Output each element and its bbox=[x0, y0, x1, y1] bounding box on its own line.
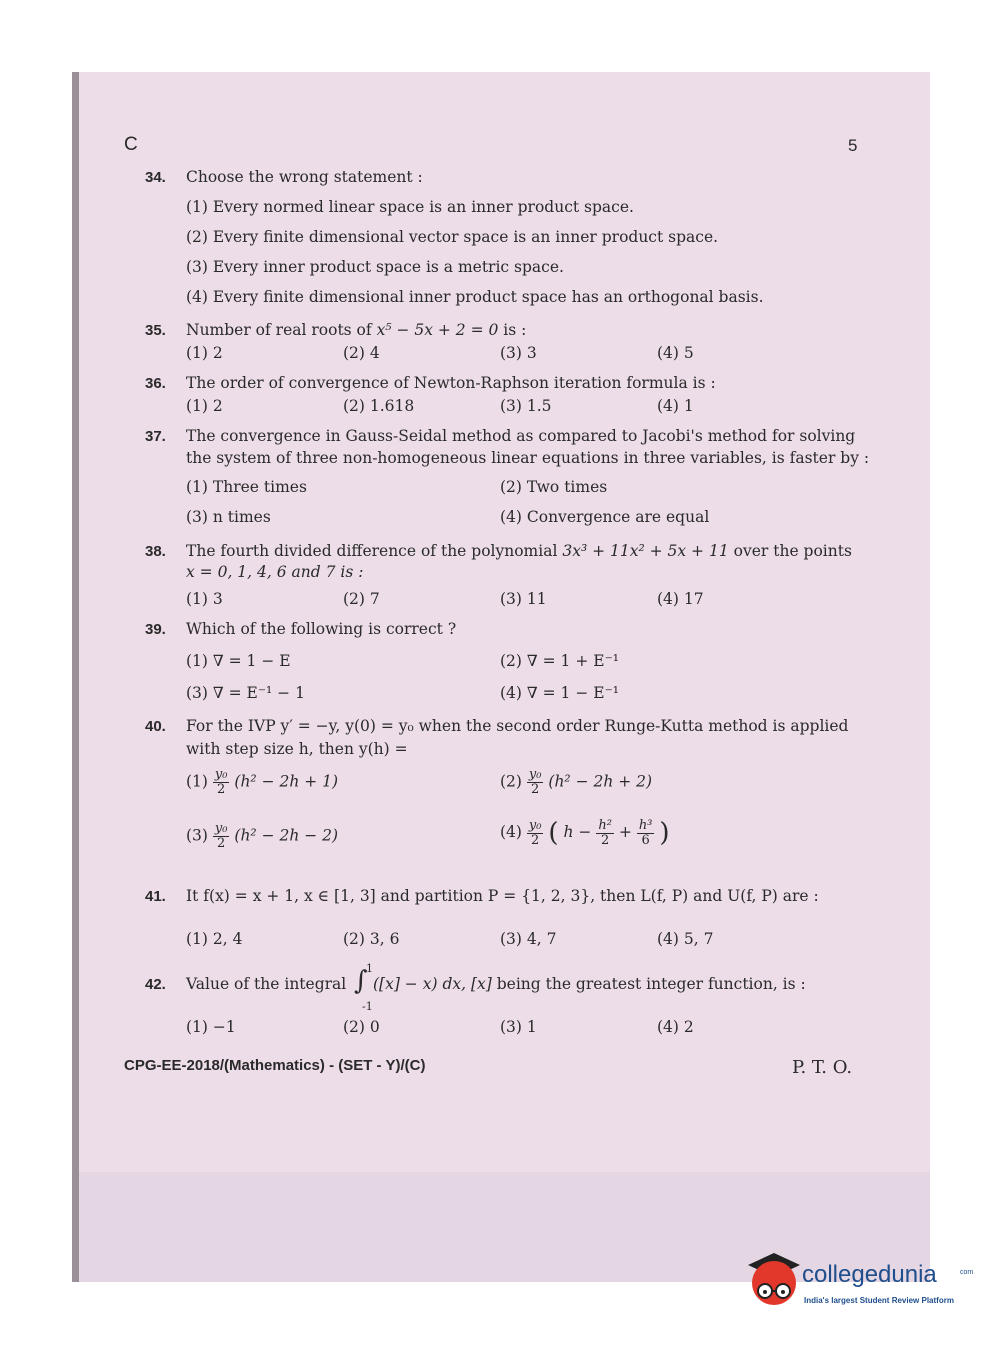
question-stem-line2: the system of three non-homogeneous linear equations in three variables, is faster by : bbox=[186, 449, 870, 467]
option-3: (3) ∇ = E⁻¹ − 1 bbox=[186, 684, 305, 702]
option-4: (4) 1 bbox=[657, 397, 694, 415]
brand-name: collegedunia bbox=[802, 1261, 937, 1288]
option-label: (1) bbox=[186, 772, 208, 791]
question-stem: The order of convergence of Newton-Raphson iteration formula is : bbox=[186, 374, 716, 392]
option-expression: (h² − 2h + 2) bbox=[548, 772, 653, 791]
option-2: (2) 3, 6 bbox=[343, 930, 400, 948]
stem-tail: is : bbox=[498, 321, 527, 339]
integrand: ([x] − x) dx, [x] bbox=[373, 975, 492, 993]
plus-sign: + bbox=[618, 823, 632, 841]
fraction-y0-over-2: $\frac{\text{y₀}}{2}$ bbox=[214, 821, 228, 851]
question-number: 36. bbox=[145, 375, 166, 392]
fraction-y0-over-2: $\frac{\text{y₀}}{2}$ bbox=[214, 767, 228, 797]
option-3: (3) 3 bbox=[500, 344, 537, 362]
option-3: (3) n times bbox=[186, 508, 271, 526]
question-stem-line2: x = 0, 1, 4, 6 and 7 is : bbox=[186, 563, 364, 581]
fraction-y0-over-2: $\frac{\text{y₀}}{2}$ bbox=[528, 767, 542, 797]
question-number: 41. bbox=[145, 888, 166, 905]
question-stem: It f(x) = x + 1, x ∈ [1, 3] and partition P = {1, 2, 3}, then L(f, P) and U(f, P) are : bbox=[186, 887, 819, 905]
integral-upper-limit: 1 bbox=[366, 962, 373, 975]
option-2: (2) Every finite dimensional vector space is an inner product space. bbox=[186, 228, 719, 246]
stem-tail: being the greatest integer function, is : bbox=[491, 975, 806, 993]
integral-lower-limit: -1 bbox=[362, 1000, 373, 1013]
option-4: (4) 5 bbox=[657, 344, 694, 362]
option-1: (1) ∇ = 1 − E bbox=[186, 652, 291, 670]
set-letter: C bbox=[124, 134, 138, 155]
question-stem: Which of the following is correct ? bbox=[186, 620, 457, 638]
stem-polynomial: 3x³ + 11x² + 5x + 11 bbox=[562, 542, 729, 560]
stem-text: The fourth divided difference of the polynomial bbox=[186, 542, 563, 560]
question-number: 37. bbox=[145, 428, 166, 445]
option-expression: (h² − 2h − 2) bbox=[234, 826, 339, 845]
option-1: (1) Every normed linear space is an inner product space. bbox=[186, 198, 634, 216]
right-paren: ) bbox=[659, 818, 670, 848]
question-number: 42. bbox=[145, 976, 166, 993]
option-3: (3) 1 bbox=[500, 1018, 537, 1036]
integral-sign: ∫ bbox=[354, 966, 368, 996]
option-2: (2) 7 bbox=[343, 590, 380, 608]
question-number: 34. bbox=[145, 169, 166, 186]
option-1: (1) 2 bbox=[186, 397, 223, 415]
question-stem bbox=[186, 321, 526, 339]
option-term: h − bbox=[563, 823, 592, 841]
question-number: 35. bbox=[145, 322, 166, 339]
page-number: 5 bbox=[848, 136, 858, 155]
option-2: (2) 0 bbox=[343, 1018, 380, 1036]
stem-tail: over the points bbox=[728, 542, 852, 560]
option-1 bbox=[186, 768, 338, 797]
please-turn-over: P. T. O. bbox=[792, 1057, 853, 1078]
option-3 bbox=[186, 822, 338, 851]
option-4: (4) Every finite dimensional inner product space has an orthogonal basis. bbox=[186, 288, 764, 306]
stem-equation: x⁵ − 5x + 2 = 0 bbox=[376, 321, 499, 339]
option-1: (1) 2, 4 bbox=[186, 930, 243, 948]
brand-suffix: com bbox=[960, 1269, 974, 1276]
option-4 bbox=[500, 818, 670, 848]
option-expression: (h² − 2h + 1) bbox=[234, 772, 339, 791]
question-number: 40. bbox=[145, 718, 166, 735]
question-stem-rest bbox=[373, 975, 806, 993]
question-stem-line1: The convergence in Gauss-Seidal method as compared to Jacobi's method for solving bbox=[186, 427, 856, 445]
left-paren: ( bbox=[548, 818, 559, 848]
option-1: (1) Three times bbox=[186, 478, 307, 496]
option-label: (4) bbox=[500, 823, 522, 841]
option-1: (1) 2 bbox=[186, 344, 223, 362]
mascot-icon bbox=[744, 1245, 806, 1315]
option-4: (4) ∇ = 1 − E⁻¹ bbox=[500, 684, 619, 702]
question-number: 39. bbox=[145, 621, 166, 638]
option-3: (3) 11 bbox=[500, 590, 547, 608]
exam-code: CPG-EE-2018/(Mathematics) - (SET - Y)/(C) bbox=[124, 1057, 426, 1074]
option-3: (3) 4, 7 bbox=[500, 930, 557, 948]
fraction-y0-over-2: $\frac{\text{y₀}}{2}$ bbox=[528, 817, 542, 848]
option-1: (1) −1 bbox=[186, 1018, 236, 1036]
option-3: (3) Every inner product space is a metric space. bbox=[186, 258, 564, 276]
option-3: (3) 1.5 bbox=[500, 397, 552, 415]
option-1: (1) 3 bbox=[186, 590, 223, 608]
question-stem: Choose the wrong statement : bbox=[186, 168, 423, 186]
brand-tagline: India's largest Student Review Platform bbox=[804, 1296, 954, 1305]
paper-sheet bbox=[72, 72, 930, 1282]
question-stem-line1: For the IVP y′ = −y, y(0) = y₀ when the second order Runge-Kutta method is applied bbox=[186, 717, 849, 735]
option-4: (4) 2 bbox=[657, 1018, 694, 1036]
stem-text: Number of real roots of bbox=[186, 321, 377, 339]
question-stem-text: Value of the integral bbox=[186, 975, 347, 993]
option-4: (4) Convergence are equal bbox=[500, 508, 710, 526]
collegedunia-logo[interactable] bbox=[744, 1245, 974, 1325]
fraction-h2-over-2: $\frac{\text{h²}}{2}$ bbox=[598, 817, 612, 848]
option-2: (2) ∇ = 1 + E⁻¹ bbox=[500, 652, 619, 670]
option-2: (2) 4 bbox=[343, 344, 380, 362]
option-2: (2) Two times bbox=[500, 478, 608, 496]
fraction-h3-over-6: $\frac{\text{h³}}{6}$ bbox=[638, 817, 653, 848]
option-label: (3) bbox=[186, 826, 208, 845]
option-2: (2) 1.618 bbox=[343, 397, 415, 415]
question-number: 38. bbox=[145, 543, 166, 560]
option-2 bbox=[500, 768, 652, 797]
question-stem-line1 bbox=[186, 542, 852, 560]
option-4: (4) 5, 7 bbox=[657, 930, 714, 948]
question-stem-line2: with step size h, then y(h) = bbox=[186, 740, 408, 758]
binding-edge bbox=[72, 72, 79, 1282]
option-4: (4) 17 bbox=[657, 590, 704, 608]
option-label: (2) bbox=[500, 772, 522, 791]
